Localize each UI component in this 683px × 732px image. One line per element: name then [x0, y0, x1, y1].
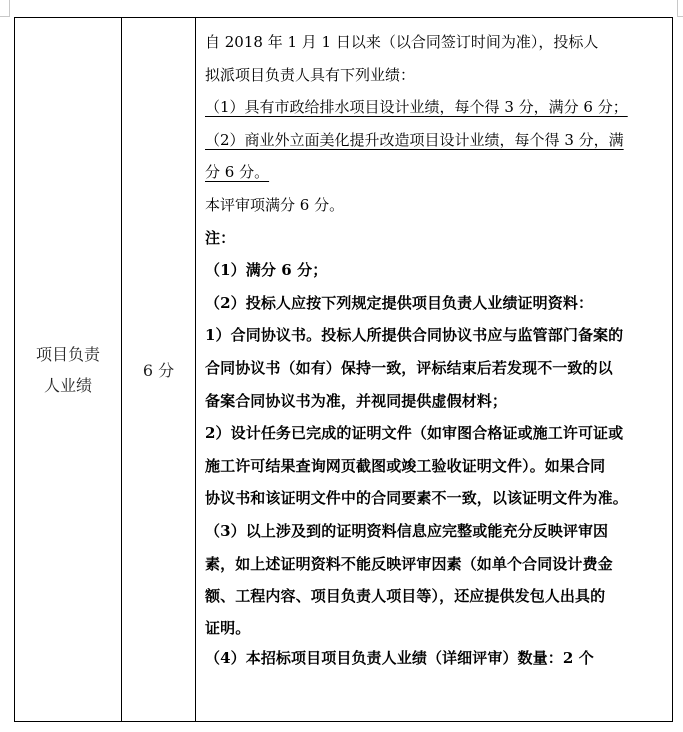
note-line-6: 2）设计任务已完成的证明文件（如审图合格证或施工许可证或: [205, 424, 624, 443]
page-crop-mark-top-left: [0, 0, 10, 17]
item-name-line-2: 人业绩: [43, 375, 92, 395]
item-name-line-1: 项目负责: [35, 344, 100, 364]
page-crop-mark-top-right: [677, 0, 683, 17]
item-name-cell: [15, 18, 122, 721]
underlined-line-2: （2）商业外立面美化提升改造项目设计业绩，每个得 3 分，满: [205, 130, 624, 149]
note-line-3: 1）合同协议书。投标人所提供合同协议书应与监管部门备案的: [205, 326, 624, 345]
scoring-table: [14, 17, 673, 722]
note-line-10: 素，如上述证明资料不能反映评审因素（如单个合同设计费金: [205, 554, 613, 573]
score-value: 6 分: [142, 361, 175, 380]
note-line-7: 施工许可结果查询网页截图或竣工验收证明文件）。如果合同: [205, 456, 606, 475]
note-line-9: （3）以上涉及到的证明资料信息应完整或能充分反映评审因: [205, 521, 609, 540]
note-line-5: 备案合同协议书为准，并视同提供虚假材料；: [205, 391, 508, 410]
score-cell: [122, 18, 196, 721]
note-line-1: （1）满分 6 分；: [205, 261, 328, 280]
note-line-12: 证明。: [205, 618, 251, 637]
note-line-2: （2）投标人应按下列规定提供项目负责人业绩证明资料：: [205, 293, 594, 312]
note-label: 注：: [205, 228, 236, 247]
intro-line-1: 自 2018 年 1 月 1 日以来（以合同签订时间为准），投标人: [205, 33, 599, 51]
note-line-11: 额、工程内容、项目负责人项目等），还应提供发包人出具的: [205, 587, 606, 606]
total-score-line: 本评审项满分 6 分。: [205, 195, 345, 214]
note-line-13: （4）本招标项目项目负责人业绩（详细评审）数量：2 个: [205, 648, 594, 667]
item-name: [36, 339, 100, 401]
note-line-8: 协议书和该证明文件中的合同要素不一致，以该证明文件为准。: [205, 489, 628, 508]
intro-line-2: 拟派项目负责人具有下列业绩：: [205, 65, 416, 84]
underlined-line-3: 分 6 分。: [205, 163, 270, 182]
criteria-cell: [196, 18, 672, 721]
underlined-line-1: （1）具有市政给排水项目设计业绩，每个得 3 分，满分 6 分；: [205, 98, 628, 117]
note-line-4: 合同协议书（如有）保持一致，评标结束后若发现不一致的以: [205, 358, 613, 377]
